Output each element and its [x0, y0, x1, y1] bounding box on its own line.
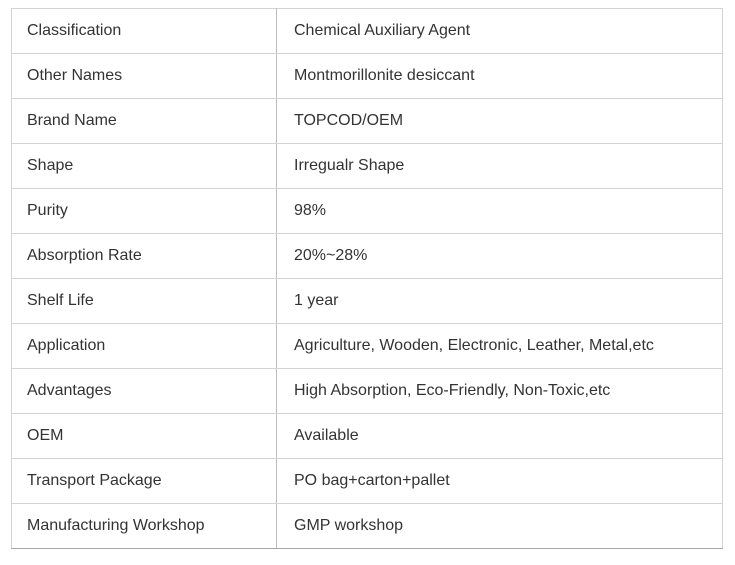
row-label: Brand Name	[12, 99, 277, 144]
table-row	[12, 189, 723, 234]
row-label: Shape	[12, 144, 277, 189]
row-value: 98%	[277, 189, 723, 234]
table-row	[12, 144, 723, 189]
row-label: Shelf Life	[12, 279, 277, 324]
row-label: Other Names	[12, 54, 277, 99]
row-value: Agriculture, Wooden, Electronic, Leather, Metal,etc	[277, 324, 723, 369]
row-label: Transport Package	[12, 459, 277, 504]
row-value: Chemical Auxiliary Agent	[277, 9, 723, 54]
row-label: Purity	[12, 189, 277, 234]
row-value: Available	[277, 414, 723, 459]
row-label: Application	[12, 324, 277, 369]
row-value: GMP workshop	[277, 504, 723, 549]
row-value: Irregualr Shape	[277, 144, 723, 189]
table-row	[12, 54, 723, 99]
row-value: High Absorption, Eco-Friendly, Non-Toxic,etc	[277, 369, 723, 414]
row-value: TOPCOD/OEM	[277, 99, 723, 144]
table-row	[12, 99, 723, 144]
table-row	[12, 369, 723, 414]
row-label: Manufacturing Workshop	[12, 504, 277, 549]
table-row	[12, 459, 723, 504]
table-row	[12, 504, 723, 549]
row-value: Montmorillonite desiccant	[277, 54, 723, 99]
row-label: Advantages	[12, 369, 277, 414]
table-row	[12, 234, 723, 279]
table-row	[12, 279, 723, 324]
row-label: Classification	[12, 9, 277, 54]
table-row	[12, 9, 723, 54]
row-value: 1 year	[277, 279, 723, 324]
row-label: OEM	[12, 414, 277, 459]
row-value: PO bag+carton+pallet	[277, 459, 723, 504]
table-row	[12, 324, 723, 369]
table-row	[12, 414, 723, 459]
row-label: Absorption Rate	[12, 234, 277, 279]
spec-table	[11, 8, 723, 549]
row-value: 20%~28%	[277, 234, 723, 279]
